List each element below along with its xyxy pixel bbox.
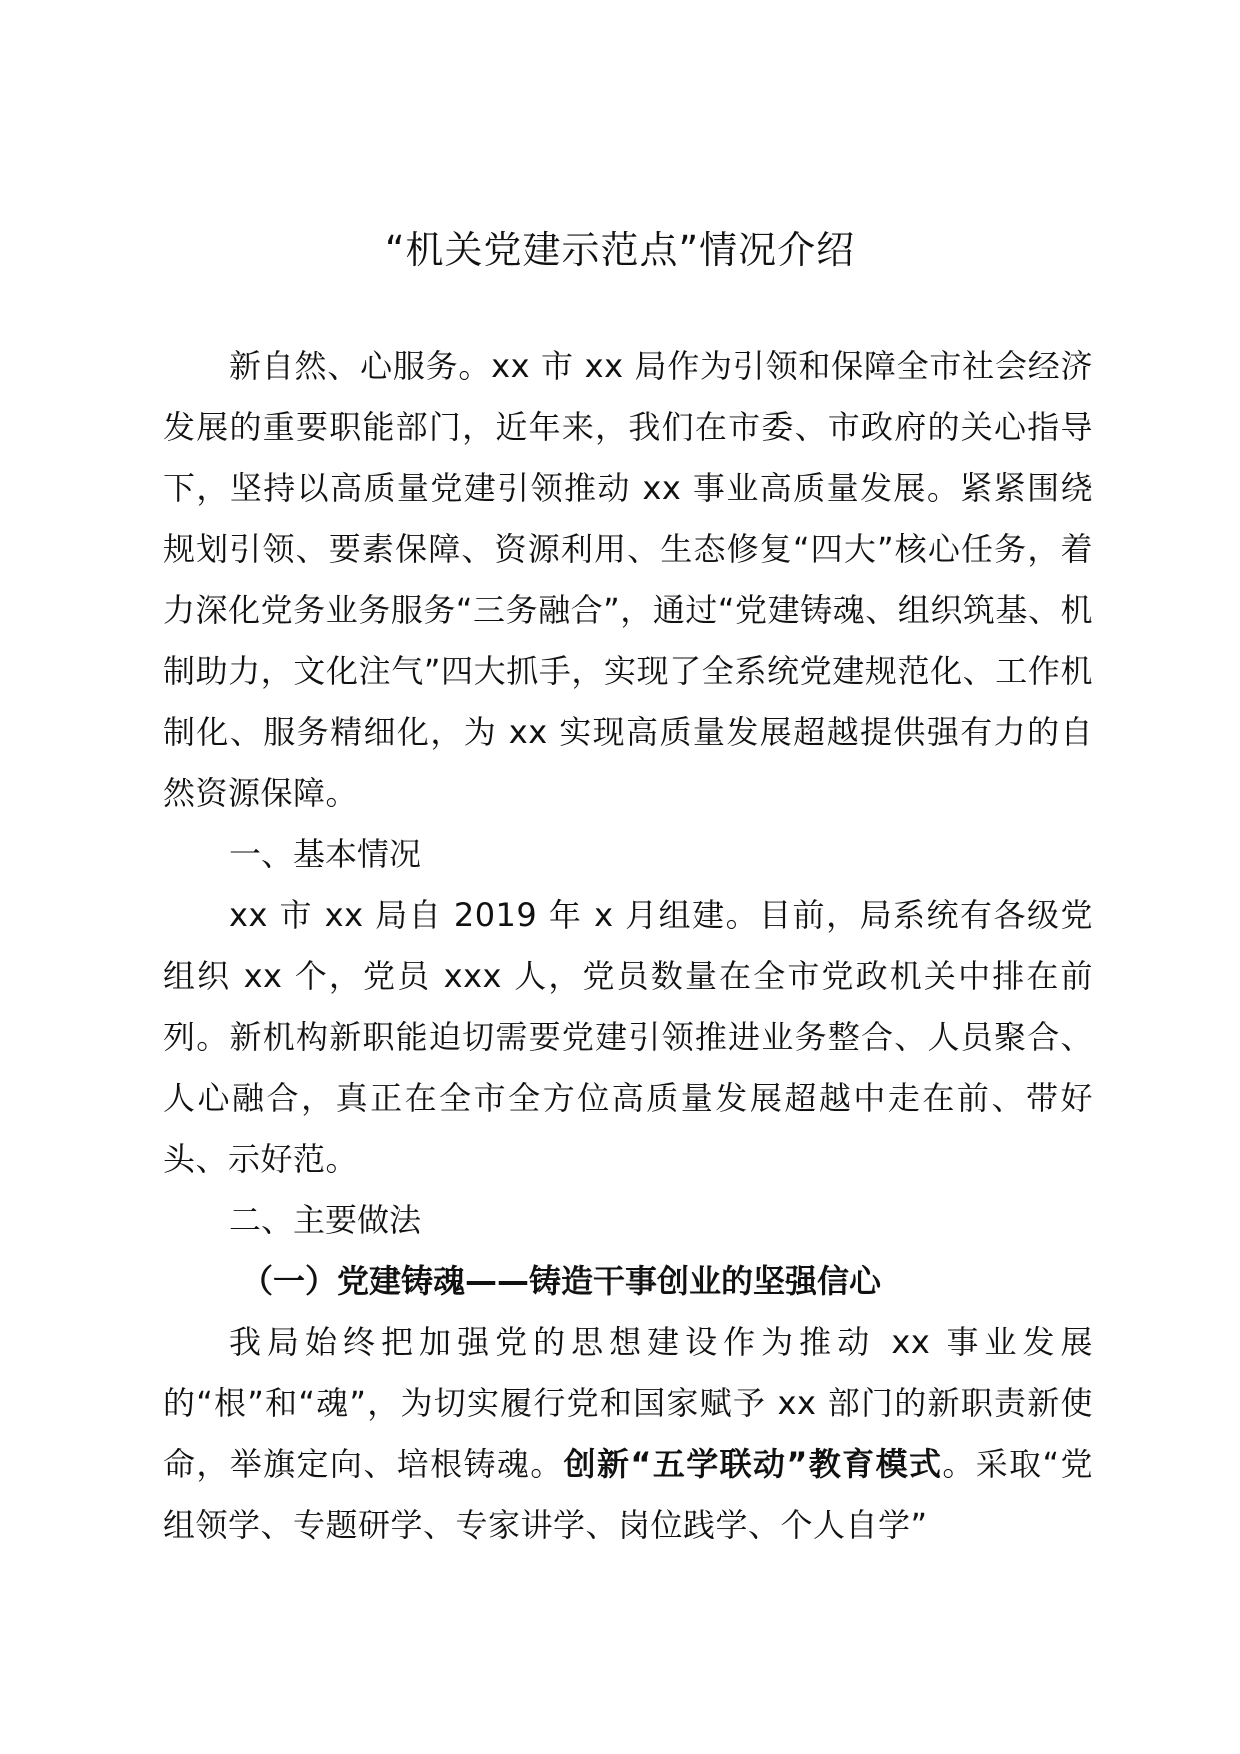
- party-building-paragraph: [163, 1312, 1093, 1556]
- document-title: “机关党建示范点”情况介绍: [384, 228, 856, 272]
- document-body: [163, 336, 1093, 1556]
- party-building-text-continued: 。采取“党组领学、专题研学、专家讲学、岗位践学、个人自学”: [163, 1445, 1093, 1544]
- intro-paragraph: 新自然、心服务。xx 市 xx 局作为引领和保障全市社会经济发展的重要职能部门，近年来，我们在市委、市政府的关心指导下，坚持以高质量党建引领推动 xx 事业高质量发展。紧紧围绕规划引领、要素保障、资源利用、生态修复“四大”核心任务，着力深化党务业务服务“三务融合”，通过“党建铸魂、组织筑基、机制助力，文化注气”四大抓手，实现了全系统党建规范化、工作机制化、服务精细化，为 xx 实现高质量发展超越提供强有力的自然资源保障。: [163, 347, 1093, 812]
- five-learning-model-emphasis: 创新“五学联动”教育模式: [563, 1445, 943, 1483]
- section-heading-basic-situation: 一、基本情况: [229, 835, 422, 873]
- subsection-heading-party-building: （一）党建铸魂——铸造干事创业的坚强信心: [241, 1262, 882, 1300]
- party-building-text-start: 我局始终把加强党的思想建设作为推动 xx 事业发展的“根”和“魂”，为切实履行党和国家赋予 xx 部门的新职责新使命，举旗定向、培根铸魂。: [163, 1323, 1093, 1483]
- basic-situation-paragraph: xx 市 xx 局自 2019 年 x 月组建。目前，局系统有各级党组织 xx 个，党员 xxx 人，党员数量在全市党政机关中排在前列。新机构新职能迫切需要党建引领推进业务整合、人员聚合、人心融合，真正在全市全方位高质量发展超越中走在前、带好头、示好范。: [163, 896, 1093, 1178]
- section-heading-main-practices: 二、主要做法: [229, 1201, 422, 1239]
